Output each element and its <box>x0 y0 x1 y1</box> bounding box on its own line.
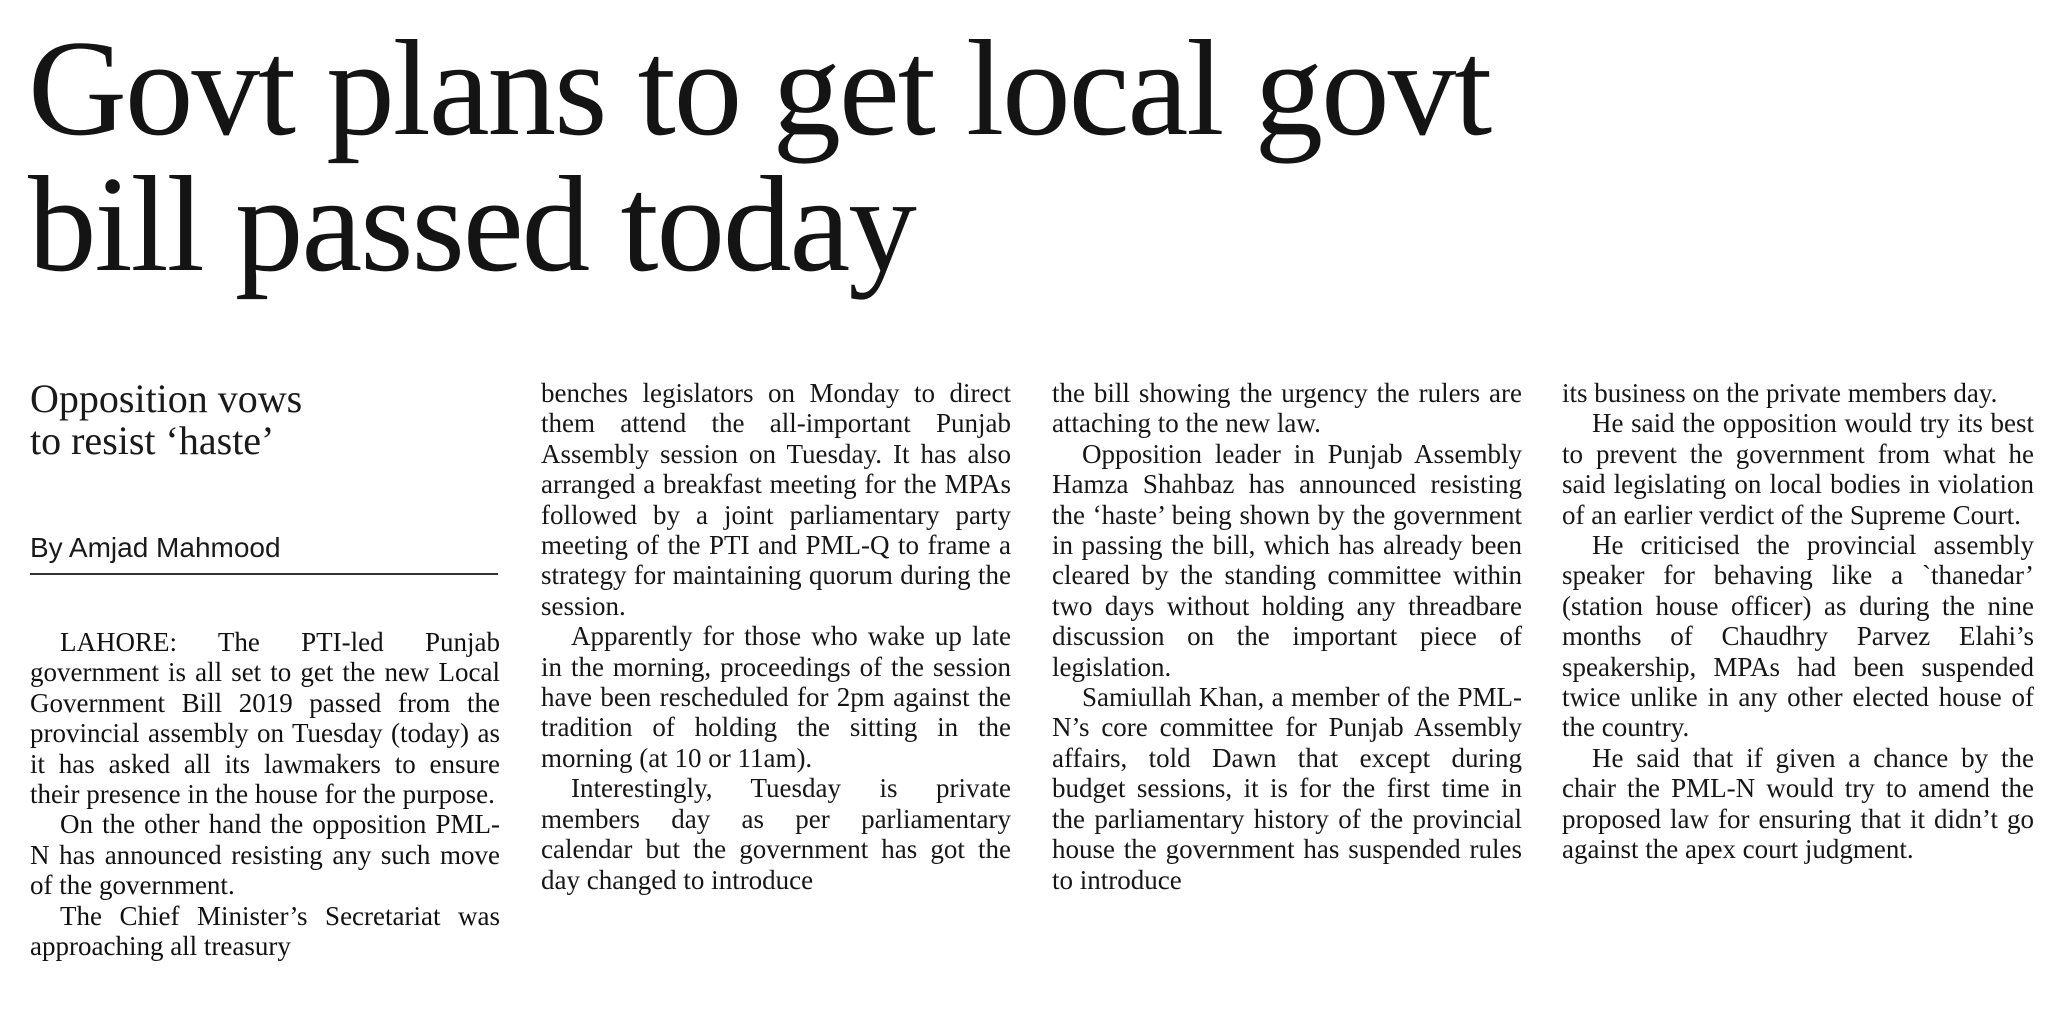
article-paragraph: He said the opposition would try its best to prevent the government from what he said legislating on local bodies in violation of an earlier verdict of the Supreme Court. <box>1562 408 2034 530</box>
article-paragraph: benches legislators on Monday to direct them attend the all-important Punjab Assembly session on Tuesday. It has also arranged a breakfast meeting for the MPAs followed by a joint parliamentary party meeting of the PTI and PML-Q to frame a strategy for maintaining quorum during the session. <box>541 378 1011 621</box>
byline-divider <box>30 573 498 575</box>
article-headline <box>28 12 2038 300</box>
article-column-4 <box>1562 378 2034 865</box>
headline-line-1: Govt plans to get local govt <box>28 12 1491 164</box>
article-paragraph: its business on the private members day. <box>1562 378 1998 408</box>
article-column-2 <box>541 378 1011 895</box>
article-paragraph: Opposition leader in Punjab Assembly Hamza Shahbaz has announced resisting the ‘haste’ being shown by the government in passing the bill, which has already been cleared by the standing committee within two days without holding any threadbare discussion on the important piece of legislation. <box>1052 438 1522 682</box>
article-paragraph: He said that if given a chance by the chair the PML-N would try to amend the proposed law for ensuring that it didn’t go against the apex court judgment. <box>1562 742 2034 865</box>
article-paragraph: Interestingly, Tuesday is private members day as per parliamentary calendar but the government has got the day changed to introduce <box>541 773 1011 895</box>
article-paragraph: The Chief Minister’s Secretariat was approaching all treasury <box>30 900 500 962</box>
article-subheadline <box>30 378 500 462</box>
subheadline-line-1: Opposition vows <box>30 376 303 421</box>
article-paragraph: the bill showing the urgency the rulers are attaching to the new law. <box>1052 378 1522 439</box>
article-column-3 <box>1052 378 1522 895</box>
headline-line-2: bill passed today <box>28 148 915 300</box>
subheadline-line-2: to resist ‘haste’ <box>30 418 275 463</box>
article-paragraph: LAHORE: The PTI-led Punjab government is all set to get the new Local Government Bill 2019 passed from the provincial assembly on Tuesday (today) as it has asked all its lawmakers to ensure their presence in the house for the purpose. <box>30 627 500 810</box>
article-column-1 <box>30 627 500 961</box>
article-paragraph: On the other hand the opposition PML-N has announced resisting any such move of the government. <box>30 809 500 901</box>
byline: By Amjad Mahmood <box>30 532 281 563</box>
article-paragraph: Apparently for those who wake up late in the morning, proceedings of the session have been rescheduled for 2pm against the tradition of holding the sitting in the morning (at 10 or 11am). <box>541 621 1011 773</box>
article-paragraph: He criticised the provincial assembly speaker for behaving like a `thanedar’ (station house officer) as during the nine months of Chaudhry Parvez Elahi’s speakership, MPAs had been suspended twice unlike in any other elected house of the country. <box>1562 530 2034 743</box>
article-paragraph: Samiullah Khan, a member of the PML-N’s core committee for Punjab Assembly affairs, told Dawn that except during budget sessions, it is for the first time in the parliamentary history of the provincial house the government has suspended rules to introduce <box>1052 682 1522 895</box>
